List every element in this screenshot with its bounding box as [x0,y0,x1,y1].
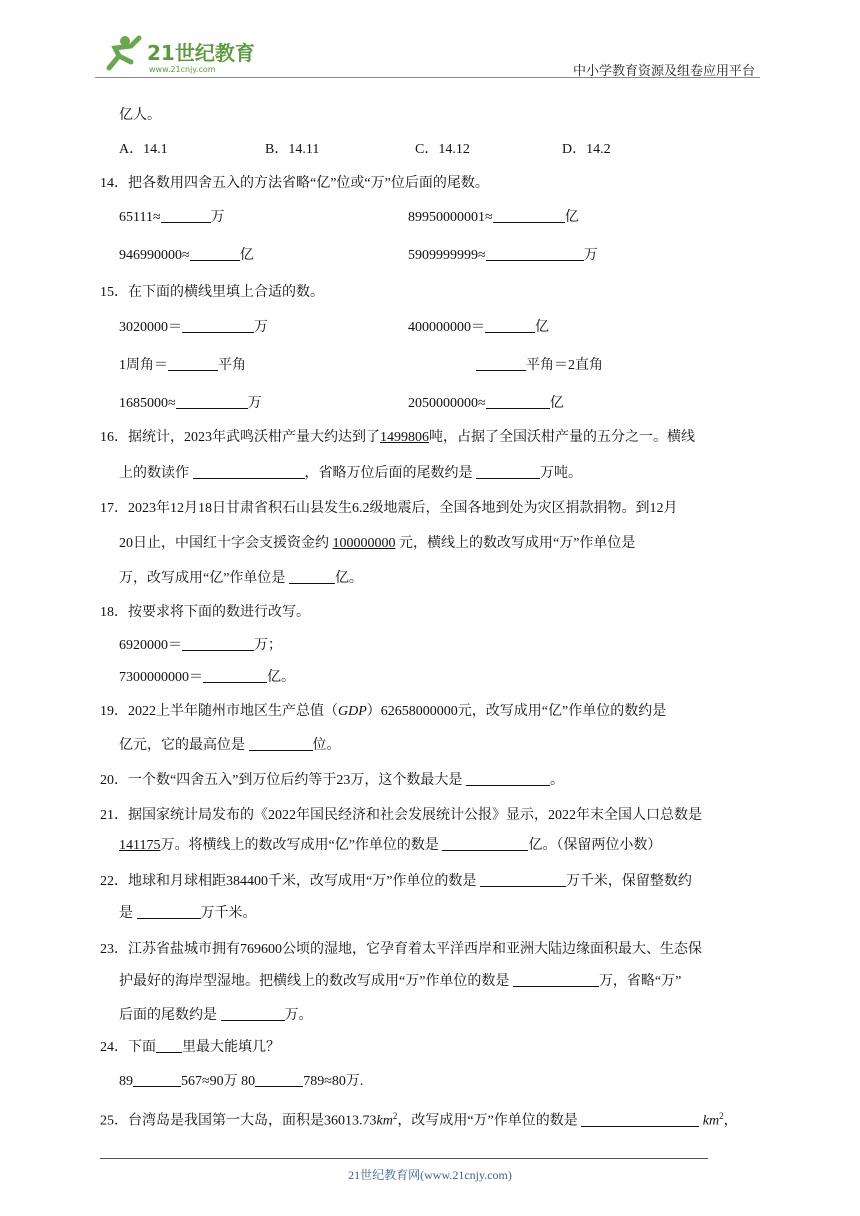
option-c: C．14.12 [415,142,470,157]
page-header [95,30,760,78]
q15-row3: 1685000≈ 万 2050000000≈ 亿 [119,396,564,411]
option-b: B．14.11 [265,142,320,157]
answer-blank[interactable] [480,872,566,887]
q14-row1: 65111≈ 万 89950000001≈ 亿 [119,210,579,225]
answer-blank[interactable] [289,569,335,584]
answer-blank[interactable] [182,636,254,651]
q18-row1: 6920000＝ 万； [119,638,282,653]
answer-blank[interactable] [193,464,305,479]
q13-tail: 亿人。 [119,108,161,123]
q24-stem: 24．下面 里最大能填几？ [100,1040,280,1055]
answer-blank[interactable] [203,668,267,683]
answer-blank[interactable] [581,1112,699,1127]
answer-blank[interactable] [442,836,528,851]
q18-stem: 18．按要求将下面的数进行改写。 [100,605,310,620]
q23-line2: 护最好的海岸型湿地。把横线上的数改写成用“万”作单位的数是 万，省略“万” [119,974,682,989]
q21-line2: 141175万。将横线上的数改写成用“亿”作单位的数是 亿。（保留两位小数） [119,838,662,853]
q17-line1: 17．2023年12月18日甘肃省积石山县发生6.2级地震后，全国各地到处为灾区捐款捐物。到12月 [100,501,678,516]
answer-blank[interactable] [156,1038,182,1053]
site-logo [95,34,265,74]
answer-blank[interactable] [493,208,565,223]
q14-row2: 946990000≈ 亿 5909999999≈ 万 [119,248,598,263]
answer-blank[interactable] [485,318,535,333]
answer-blank[interactable] [137,904,201,919]
option-d: D．14.2 [562,142,611,157]
answer-blank[interactable] [476,356,526,371]
answer-blank[interactable] [476,464,540,479]
answer-blank[interactable] [486,394,550,409]
footer-link[interactable]: 21世纪教育网(www.21cnjy.com) [348,1168,512,1182]
platform-name: 中小学教育资源及组卷应用平台 [572,64,755,79]
q21-line1: 21．据国家统计局发布的《2022年国民经济和社会发展统计公报》显示，2022年末全国人口总数是 [100,808,702,823]
answer-blank[interactable] [168,356,218,371]
q16-line1: 16．据统计，2023年武鸣沃柑产量大约达到了1499806吨，占据了全国沃柑产量的五分之一。横线 [100,430,695,445]
svg-text:21世纪教育: 21世纪教育 [147,41,255,65]
answer-blank[interactable] [182,318,254,333]
q15-stem: 15．在下面的横线里填上合适的数。 [100,285,324,300]
q17-line3: 万，改写成用“亿”作单位是 亿。 [119,571,363,586]
answer-blank[interactable] [133,1072,181,1087]
answer-blank[interactable] [513,972,599,987]
answer-blank[interactable] [249,736,313,751]
answer-blank[interactable] [161,208,211,223]
q23-line3: 后面的尾数约是 万。 [119,1008,313,1023]
svg-text:www.21cnjy.com: www.21cnjy.com [149,65,216,74]
q20: 20．一个数“四舍五入”到万位后约等于23万，这个数最大是 。 [100,773,564,788]
q23-line1: 23．江苏省盐城市拥有769600公顷的湿地，它孕育着太平洋西岸和亚洲大陆边缘面积最大、生态保 [100,942,702,957]
q22-line1: 22．地球和月球相距384400千米，改写成用“万”作单位的数是 万千米，保留整数约 [100,874,692,889]
q19-line1: 19．2022上半年随州市地区生产总值（GDP）62658000000元，改写成用“亿”作单位的数约是 [100,704,667,719]
q19-line2: 亿元，它的最高位是 位。 [119,738,341,753]
header-divider [95,77,760,78]
q24-row: 89 567≈90万 80 789≈80万. [119,1074,364,1089]
q25: 25．台湾岛是我国第一大岛，面积是$36013.73km^2$，改写成用“万”作单位的数是 $km^2$， [100,1111,738,1129]
q16-line2: 上的数读作 ，省略万位后面的尾数约是 万吨。 [119,466,582,481]
answer-blank[interactable] [176,394,248,409]
answer-blank[interactable] [255,1072,303,1087]
q14-stem: 14．把各数用四舍五入的方法省略“亿”位或“万”位后面的尾数。 [100,176,489,191]
answer-blank[interactable] [221,1006,285,1021]
q15-row1: 3020000＝ 万 400000000＝ 亿 [119,320,549,335]
answer-blank[interactable] [466,771,550,786]
footer-divider [100,1158,708,1159]
answer-blank[interactable] [486,246,584,261]
q13-options [119,140,611,160]
q15-row2: 1周角＝ 平角 平角＝2直角 [119,358,603,373]
q18-row2: 7300000000＝ 亿。 [119,670,295,685]
q22-line2: 是 万千米。 [119,906,257,921]
option-a: A．14.1 [119,142,168,157]
answer-blank[interactable] [190,246,240,261]
q17-line2: 20日止，中国红十字会支援资金约 100000000 元，横线上的数改写成用“万”作单位是 [119,536,636,551]
